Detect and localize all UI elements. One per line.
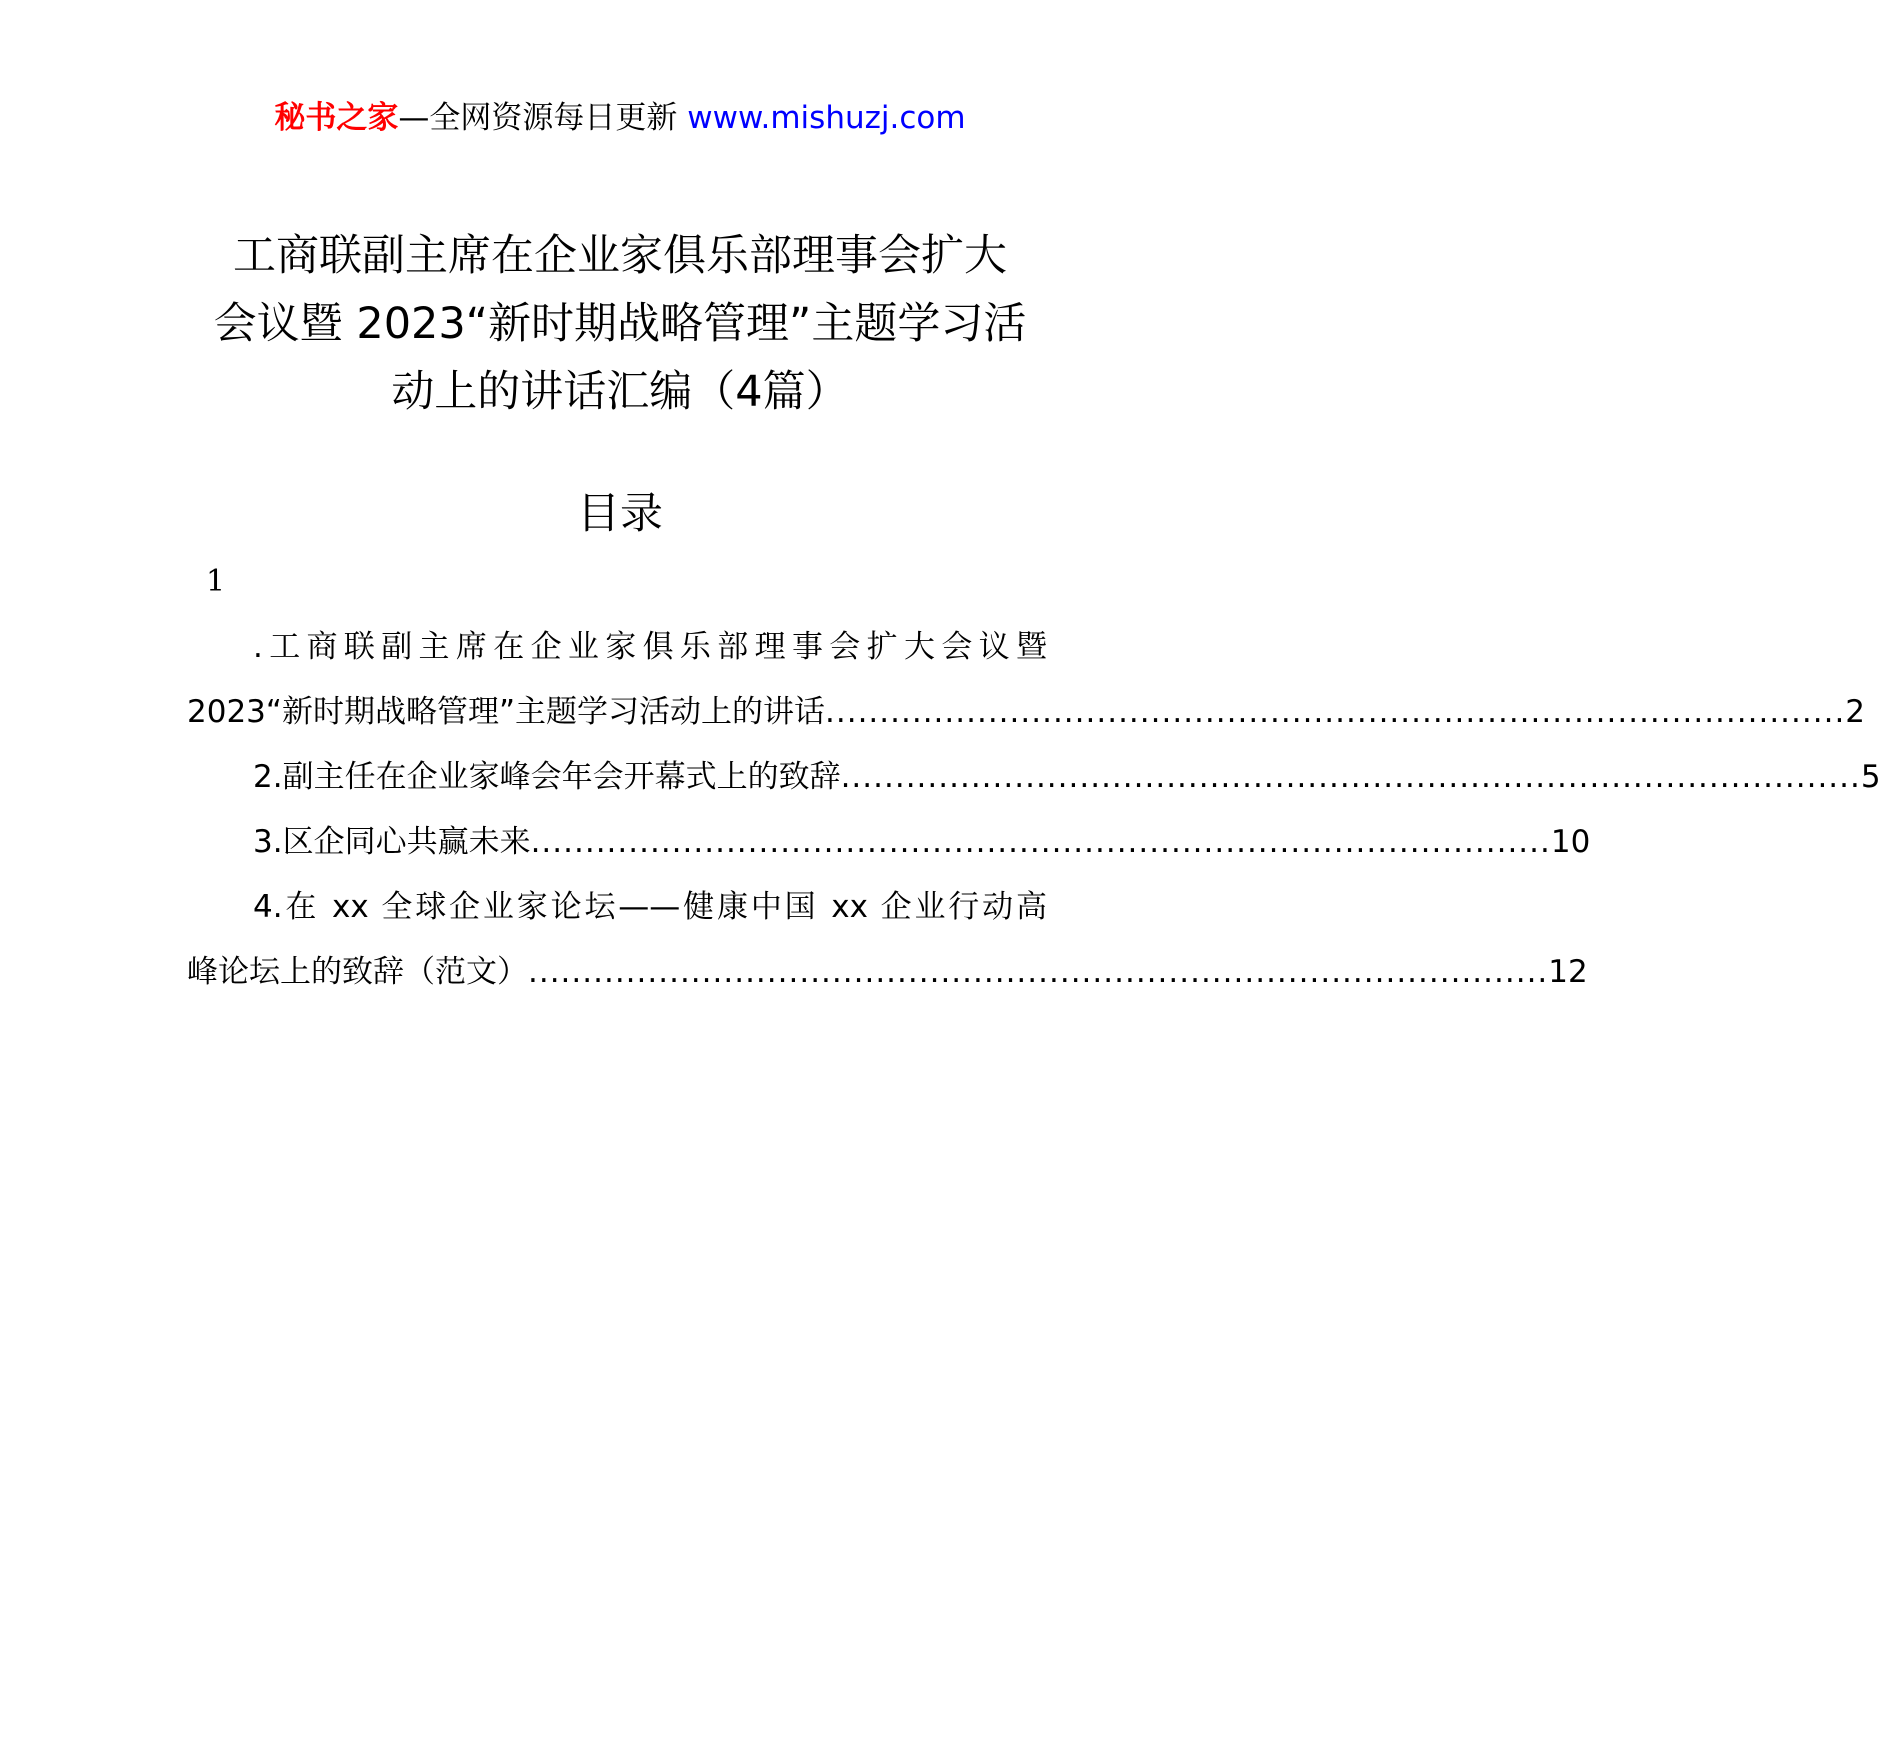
site-header-banner — [0, 98, 1240, 138]
toc-leader-dots: .............................................................................................. — [840, 759, 1861, 795]
site-tagline: —全网资源每日更新 — [398, 100, 678, 136]
toc-entry-2[interactable] — [187, 745, 1881, 810]
toc-leader-dots: .............................................................................................. — [530, 824, 1551, 860]
toc-entry-1-line-2[interactable] — [187, 680, 1866, 745]
toc-page-number: 12 — [1548, 954, 1588, 990]
toc-page-number: 5 — [1860, 759, 1881, 795]
table-of-contents — [187, 615, 1881, 1005]
toc-entry-1-line-1[interactable] — [187, 615, 1047, 680]
toc-heading: 目录 — [577, 489, 663, 539]
toc-entry-text: 4.在 xx 全球企业家论坛——健康中国 xx 企业行动高 — [253, 889, 1047, 925]
site-url-link[interactable]: www.mishuzj.com — [687, 100, 966, 136]
title-line: 会议暨 2023“新时期战略管理”主题学习活 — [213, 299, 1027, 349]
title-line: 动上的讲话汇编（4篇） — [391, 367, 849, 417]
toc-entry-4-line-2[interactable] — [187, 940, 1588, 1005]
toc-entry-4-line-1[interactable] — [187, 875, 1047, 940]
toc-entry-text: 峰论坛上的致辞（范文） — [187, 954, 528, 990]
toc-page-number: 2 — [1845, 694, 1866, 730]
toc-leader-dots: .............................................................................................. — [528, 954, 1549, 990]
toc-leader-dots: .............................................................................................. — [825, 694, 1846, 730]
toc-entry-text: 2.副主任在企业家峰会年会开幕式上的致辞 — [253, 759, 841, 795]
toc-entry-3[interactable] — [187, 810, 1591, 875]
toc-page-number: 10 — [1550, 824, 1591, 860]
brand-name: 秘书之家 — [274, 100, 399, 136]
toc-entry-text: .工商联副主席在企业家俱乐部理事会扩大会议暨 — [253, 629, 1047, 665]
title-line: 工商联副主席在企业家俱乐部理事会扩大 — [233, 231, 1007, 281]
toc-entry-text: 3.区企同心共赢未来 — [253, 824, 531, 860]
toc-entry-text: 2023“新时期战略管理”主题学习活动上的讲话 — [187, 694, 826, 730]
page-marker: 1 — [206, 564, 226, 599]
document-title — [150, 222, 1090, 426]
